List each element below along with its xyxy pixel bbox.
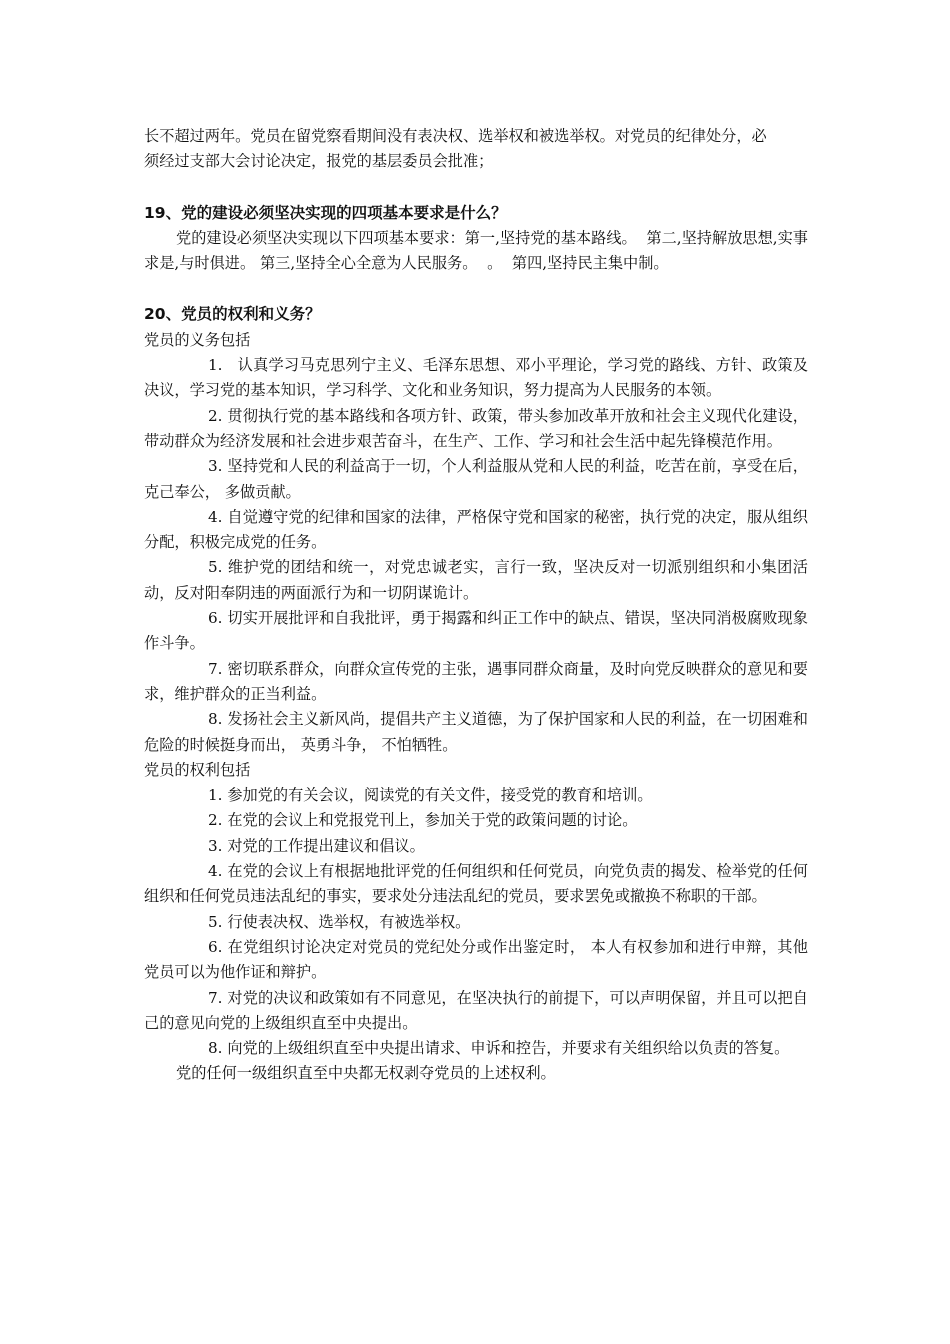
duty-item-6: 6. 切实开展批评和自我批评，勇于揭露和纠正工作中的缺点、错误，坚决同消极腐败现象作斗争。 xyxy=(144,609,808,653)
duty-item-1: 1. 认真学习马克思列宁主义、毛泽东思想、邓小平理论，学习党的路线、方针、政策及决议，学习党的基本知识，学习科学、文化和业务知识，努力提高为人民服务的本领。 xyxy=(144,356,808,400)
right-item-7: 7. 对党的决议和政策如有不同意见，在坚决执行的前提下，可以声明保留，并且可以把自己的意见向党的上级组织直至中央提出。 xyxy=(144,988,808,1032)
intro-line-2: 须经过支部大会讨论决定，报党的基层委员会批准； xyxy=(144,152,494,171)
right-item-5: 5. 行使表决权、选举权，有被选举权。 xyxy=(208,912,471,931)
section-spacer xyxy=(144,175,808,201)
question-19-heading: 19、党的建设必须坚决实现的四项基本要求是什么？ xyxy=(144,203,507,222)
right-item-6: 6. 在党组织讨论决定对党员的党纪处分或作出鉴定时， 本人有权参加和进行申辩，其他党员可以为他作证和辩护。 xyxy=(144,937,808,982)
rights-label: 党员的权利包括 xyxy=(144,760,251,779)
duty-item-7: 7. 密切联系群众，向群众宣传党的主张，遇事同群众商量，及时向党反映群众的意见和要求，维护群众的正当利益。 xyxy=(144,659,808,703)
duty-item-8: 8. 发扬社会主义新风尚，提倡共产主义道德，为了保护国家和人民的利益，在一切困难和危险的时候挺身而出， 英勇斗争， 不怕牺牲。 xyxy=(144,710,808,754)
duty-item-4: 4. 自觉遵守党的纪律和国家的法律，严格保守党和国家的秘密，执行党的决定，服从组织分配，积极完成党的任务。 xyxy=(144,507,808,552)
right-item-2: 2. 在党的会议上和党报党刊上，参加关于党的政策问题的讨论。 xyxy=(208,811,638,830)
intro-line-1: 长不超过两年。党员在留党察看期间没有表决权、选举权和被选举权。对党员的纪律处分，必 xyxy=(144,127,767,145)
duty-item-5: 5. 维护党的团结和统一，对党忠诚老实，言行一致，坚决反对一切派别组织和小集团活动，反对阳奉阴违的两面派行为和一切阴谋诡计。 xyxy=(144,558,808,602)
right-item-4: 4. 在党的会议上有根据地批评党的任何组织和任何党员，向党负责的揭发、检举党的任何组织和任何党员违法乱纪的事实，要求处分违法乱纪的党员，要求罢免或撤换不称职的干部。 xyxy=(144,862,808,906)
document-page xyxy=(144,124,813,1087)
closing-statement: 党的任何一级组织直至中央都无权剥夺党员的上述权利。 xyxy=(176,1064,556,1083)
question-20-heading: 20、党员的权利和义务？ xyxy=(144,305,321,324)
right-item-1: 1. 参加党的有关会议，阅读党的有关文件，接受党的教育和培训。 xyxy=(208,786,653,805)
duty-item-2: 2. 贯彻执行党的基本路线和各项方针、政策，带头参加改革开放和社会主义现代化建设，带动群众为经济发展和社会进步艰苦奋斗，在生产、工作、学习和社会生活中起先锋模范作用。 xyxy=(144,406,808,450)
right-item-8: 8. 向党的上级组织直至中央提出请求、申诉和控告，并要求有关组织给以负责的答复。 xyxy=(208,1039,790,1058)
question-19-answer: 党的建设必须坚决实现以下四项基本要求：第一,坚持党的基本路线。 第二,坚持解放思想,实事求是,与时俱进。 第三,坚持全心全意为人民服务。 。 第四,坚持民主集中制。 xyxy=(144,228,808,273)
right-item-3: 3. 对党的工作提出建议和倡议。 xyxy=(208,836,425,855)
duty-item-3: 3. 坚持党和人民的利益高于一切，个人利益服从党和人民的利益，吃苦在前，享受在后， 克己奉公， 多做贡献。 xyxy=(144,457,813,501)
duties-label: 党员的义务包括 xyxy=(144,330,251,349)
section-spacer xyxy=(144,276,808,302)
